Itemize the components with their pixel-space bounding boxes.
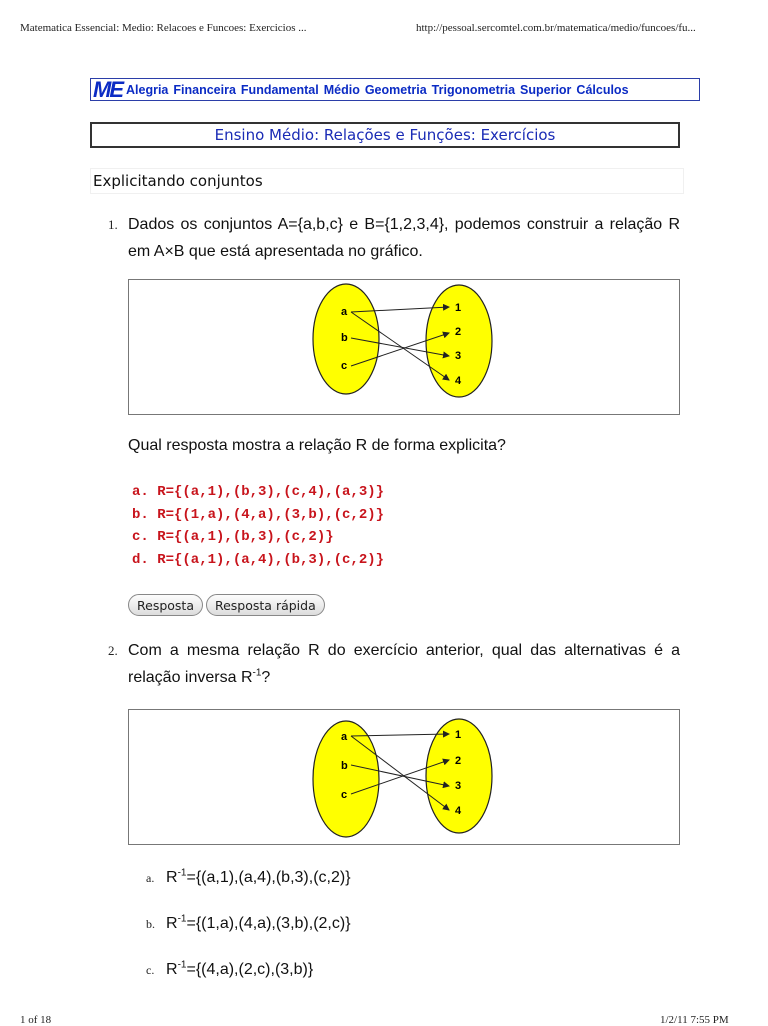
set-b-label-3: 3 (455, 350, 462, 362)
relation-diagram-1-svg (129, 280, 681, 416)
option-1a[interactable]: a. R={(a,1),(b,3),(c,4),(a,3)} (132, 484, 385, 500)
option-2a-base: R (166, 869, 178, 886)
question-2-text (128, 637, 680, 691)
option-2b-text (166, 915, 351, 933)
option-2a[interactable] (146, 869, 351, 887)
option-2c-base: R (166, 961, 178, 978)
relation-diagram-2-svg (129, 710, 681, 846)
option-2b-set: ={(1,a),(4,a),(3,b),(2,c)} (186, 915, 351, 932)
set-a-label-b: b (341, 332, 348, 344)
question-2-number: 2. (108, 643, 118, 658)
set-a-label-a: a (341, 306, 348, 318)
print-header-title: Matematica Essencial: Medio: Relacoes e Funcoes: Exercicios ... (20, 22, 307, 34)
option-2b-sup: -1 (177, 913, 187, 925)
relation-diagram-1 (128, 279, 680, 415)
question-1-options (132, 481, 384, 571)
nav-link-geometria[interactable]: Geometria (364, 82, 427, 97)
question-1-number: 1. (108, 217, 118, 232)
option-2a-label: a. (146, 871, 155, 885)
option-2b[interactable] (146, 915, 351, 933)
question-2-text-end: ? (261, 669, 271, 686)
option-2b-base: R (166, 915, 178, 932)
print-footer-date: 1/2/11 7:55 PM (660, 1014, 729, 1026)
question-1-buttons (128, 594, 325, 616)
set-b-label-1: 1 (455, 302, 462, 314)
option-2b-label: b. (146, 917, 155, 931)
set-b-label-3: 3 (455, 780, 462, 792)
nav-link-financeira[interactable]: Financeira (173, 82, 236, 97)
nav-link-trigonometria[interactable]: Trigonometria (431, 82, 516, 97)
option-1b[interactable]: b. R={(1,a),(4,a),(3,b),(c,2)} (132, 506, 385, 523)
option-1c[interactable]: c. R={(a,1),(b,3),(c,2)} (132, 529, 334, 545)
answer-button[interactable]: Resposta (128, 594, 203, 616)
question-1-text: Dados os conjuntos A={a,b,c} e B={1,2,3,4}, podemos construir a relação R em A×B que está apresentada no gráfico. (128, 216, 680, 260)
set-b-label-4: 4 (455, 805, 462, 817)
site-nav-bar (90, 78, 700, 101)
option-2c-text (166, 961, 313, 979)
set-a-label-a: a (341, 731, 348, 743)
nav-link-calculos[interactable]: Cálculos (576, 82, 629, 97)
question-1-prompt: Qual resposta mostra a relação R de forma explicita? (128, 437, 506, 454)
print-footer-page: 1 of 18 (20, 1014, 52, 1026)
quick-answer-button[interactable]: Resposta rápida (206, 594, 325, 616)
print-header-url: http://pessoal.sercomtel.com.br/matematica/medio/funcoes/fu... (416, 22, 696, 34)
option-2c[interactable] (146, 961, 313, 979)
set-a-label-c: c (341, 360, 348, 372)
set-b-label-2: 2 (455, 326, 462, 338)
option-2a-text (166, 869, 351, 887)
nav-link-medio[interactable]: Médio (323, 82, 360, 97)
set-b-label-4: 4 (455, 375, 462, 387)
set-b-label-1: 1 (455, 729, 462, 741)
page-title: Ensino Médio: Relações e Funções: Exercícios (90, 122, 680, 148)
question-2-text-main: Com a mesma relação R do exercício anterior, qual das alternativas é a relação inversa R (128, 642, 680, 686)
option-2c-set: ={(4,a),(2,c),(3,b)} (186, 961, 314, 978)
nav-link-alegria[interactable]: Alegria (126, 82, 169, 97)
site-logo[interactable]: ME (93, 78, 122, 101)
set-b-label-2: 2 (455, 755, 462, 767)
option-1d[interactable]: d. R={(a,1),(a,4),(b,3),(c,2)} (132, 551, 385, 568)
option-2a-sup: -1 (177, 867, 187, 879)
option-2c-sup: -1 (177, 959, 187, 971)
nav-link-fundamental[interactable]: Fundamental (240, 82, 319, 97)
nav-link-superior[interactable]: Superior (520, 82, 572, 97)
option-2a-set: ={(a,1),(a,4),(b,3),(c,2)} (186, 869, 351, 886)
question-2-sup: -1 (252, 667, 262, 679)
option-2c-label: c. (146, 963, 155, 977)
section-heading: Explicitando conjuntos (90, 168, 684, 194)
set-a-label-b: b (341, 760, 348, 772)
set-a-label-c: c (341, 789, 348, 801)
relation-diagram-2 (128, 709, 680, 845)
